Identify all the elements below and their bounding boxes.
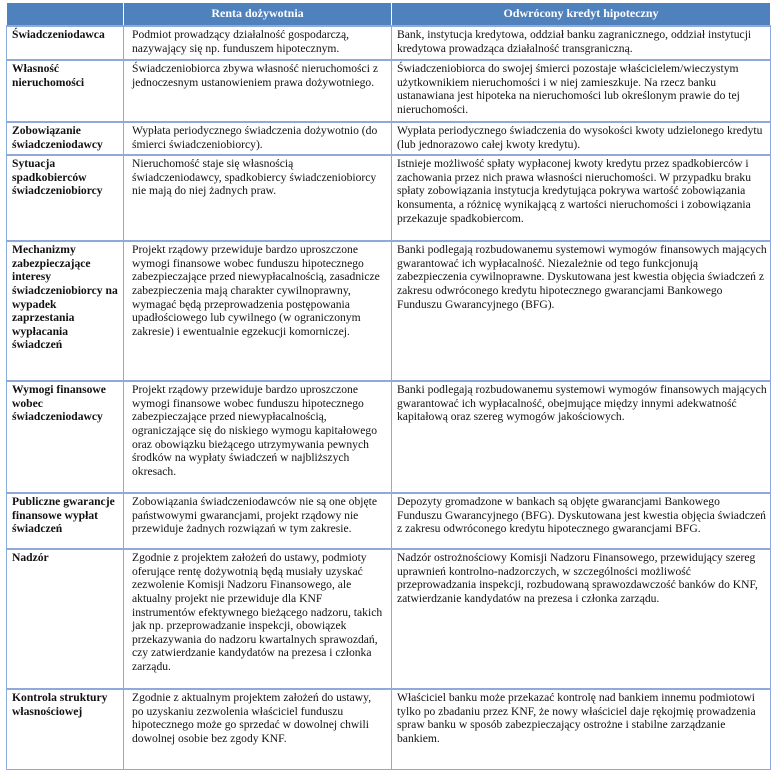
row-label: Kontrola struktury własnościowej: [7, 689, 124, 769]
table-row: [7, 493, 771, 549]
table-row: [7, 26, 771, 60]
table-row: [7, 122, 771, 155]
header-row: [7, 3, 771, 26]
table-body: [7, 26, 771, 769]
header-kredyt: Odwrócony kredyt hipoteczny: [392, 3, 771, 26]
cell-renta: Nieruchomość staje się własnością świadczeniodawcy, spadkobiercy świadczeniobiorcy nie mają do niej żadnych praw.: [124, 155, 392, 241]
row-label: Nadzór: [7, 549, 124, 689]
table-row: [7, 155, 771, 241]
row-label: Sytuacja spadkobierców świadczeniobiorcy: [7, 155, 124, 241]
row-label: Publiczne gwarancje finansowe wypłat świadczeń: [7, 493, 124, 549]
row-label: Świadczeniodawca: [7, 26, 124, 60]
cell-renta: Projekt rządowy przewiduje bardzo uproszczone wymogi finansowe wobec funduszu hipotecznego zabezpieczające przed niewypłacalnością, ograniczające się do niskiego wymogu kapitałowego oraz obowiązku bieżącego utrzymywania pewnych środków na wypłaty świadczeń w najbliższych okresach.: [124, 381, 392, 493]
cell-kredyt: Bank, instytucja kredytowa, oddział banku zagranicznego, oddział instytucji kredytowa prowadząca działalność transgraniczną.: [392, 26, 771, 60]
cell-kredyt: Istnieje możliwość spłaty wypłaconej kwoty kredytu przez spadkobierców i zachowania przez nich prawa własności nieruchomości. W przypadku braku spłaty zobowiązania instytucja kredytująca pokrywa wartość zobowiązania konsumenta, a różnicę wynikającą z wartości nieruchomości i zobowiązania przekazuje spadkobiercom.: [392, 155, 771, 241]
table-row: [7, 241, 771, 381]
row-label: Wymogi finansowe wobec świadczeniodawcy: [7, 381, 124, 493]
row-label: Mechanizmy zabezpieczające interesy świadczeniobiorcy na wypadek zaprzestania wypłacania świadczeń: [7, 241, 124, 381]
header-renta: Renta dożywotnia: [124, 3, 392, 26]
row-label: Własność nieruchomości: [7, 60, 124, 122]
row-label: Zobowiązanie świadczeniodawcy: [7, 122, 124, 155]
table-row: [7, 60, 771, 122]
cell-kredyt: Świadczeniobiorca do swojej śmierci pozostaje właścicielem/wieczystym użytkownikiem nieruchomości i w niej zamieszkuje. Na rzecz banku ustanawiana jest hipoteka na nieruchomości lub określonym prawie do tej nieruchomości.: [392, 60, 771, 122]
cell-kredyt: Wypłata periodycznego świadczenia do wysokości kwoty udzielonego kredytu (lub jednorazowo całej kwoty kredytu).: [392, 122, 771, 155]
cell-kredyt: Banki podlegają rozbudowanemu systemowi wymogów finansowych mających gwarantować ich wypłacalność. Niezależnie od tego funkcjonują zabezpieczenia cywilnoprawne. Dyskutowana jest kwestia objęcia świadczeń z zakresu odwróconego kredytu hipotecznego gwarancjami Bankowego Funduszu Gwarancyjnego (BFG).: [392, 241, 771, 381]
cell-kredyt: Banki podlegają rozbudowanemu systemowi wymogów finansowych mających gwarantować ich wypłacalność, obejmujące między innymi adekwatność kapitałową oraz szereg wymogów jakościowych.: [392, 381, 771, 493]
table-row: [7, 381, 771, 493]
cell-kredyt: Depozyty gromadzone w bankach są objęte gwarancjami Bankowego Funduszu Gwarancyjnego (BFG). Dyskutowana jest kwestia objęcia świadczeń z zakresu odwróconego kredytu hipotecznego gwarancjami BFG.: [392, 493, 771, 549]
table-row: [7, 689, 771, 769]
cell-renta: Zgodnie z aktualnym projektem założeń do ustawy, po uzyskaniu zezwolenia właściciel funduszu hipotecznego może go sprzedać w dowolnej chwili dowolnej osobie bez zgody KNF.: [124, 689, 392, 769]
comparison-table: [6, 3, 771, 770]
table-row: [7, 549, 771, 689]
cell-kredyt: Nadzór ostrożnościowy Komisji Nadzoru Finansowego, przewidujący szereg uprawnień kontrolno-nadzorczych, w szczególności możliwość przeprowadzania inspekcji, rozbudowaną sprawozdawczość banków do KNF, zatwierdzanie kandydatów na prezesa i członka zarządu.: [392, 549, 771, 689]
cell-renta: Projekt rządowy przewiduje bardzo uproszczone wymogi finansowe wobec funduszu hipotecznego zabezpieczające przed niewypłacalnością, zasadnicze zabezpieczenia mają charakter cywilnoprawny, wymagać będą przeprowadzenia postępowania upadłościowego lub cywilnego (w ograniczonym zakresie) i ewentualnie egzekucji komorniczej.: [124, 241, 392, 381]
table-header: [7, 3, 771, 26]
cell-renta: Zgodnie z projektem założeń do ustawy, podmioty oferujące rentę dożywotnią będą musiały uzyskać zezwolenie Komisji Nadzoru Finansowego, ale aktualny projekt nie przewiduje dla KNF instrumentów efektywnego bieżącego nadzoru, takich jak np. przeprowadzanie inspekcji, obowiązek przekazywania do nadzoru kwartalnych sprawozdań, czy zatwierdzanie kandydatów na prezesa i członka zarządu.: [124, 549, 392, 689]
cell-renta: Zobowiązania świadczeniodawców nie są one objęte państwowymi gwarancjami, projekt rządowy nie przewiduje żadnych rozwiązań w tym zakresie.: [124, 493, 392, 549]
cell-renta: Świadczeniobiorca zbywa własność nieruchomości z jednoczesnym ustanowieniem prawa dożywotniego.: [124, 60, 392, 122]
cell-renta: Podmiot prowadzący działalność gospodarczą, nazywający się np. funduszem hipotecznym.: [124, 26, 392, 60]
cell-renta: Wypłata periodycznego świadczenia dożywotnio (do śmierci świadczeniobiorcy).: [124, 122, 392, 155]
header-corner: [7, 3, 124, 26]
cell-kredyt: Właściciel banku może przekazać kontrolę nad bankiem innemu podmiotowi tylko po zbadaniu przez KNF, że nowy właściciel daje rękojmię prowadzenia spraw banku w sposób zabezpieczający ostrożne i stabilne zarządzanie bankiem.: [392, 689, 771, 769]
